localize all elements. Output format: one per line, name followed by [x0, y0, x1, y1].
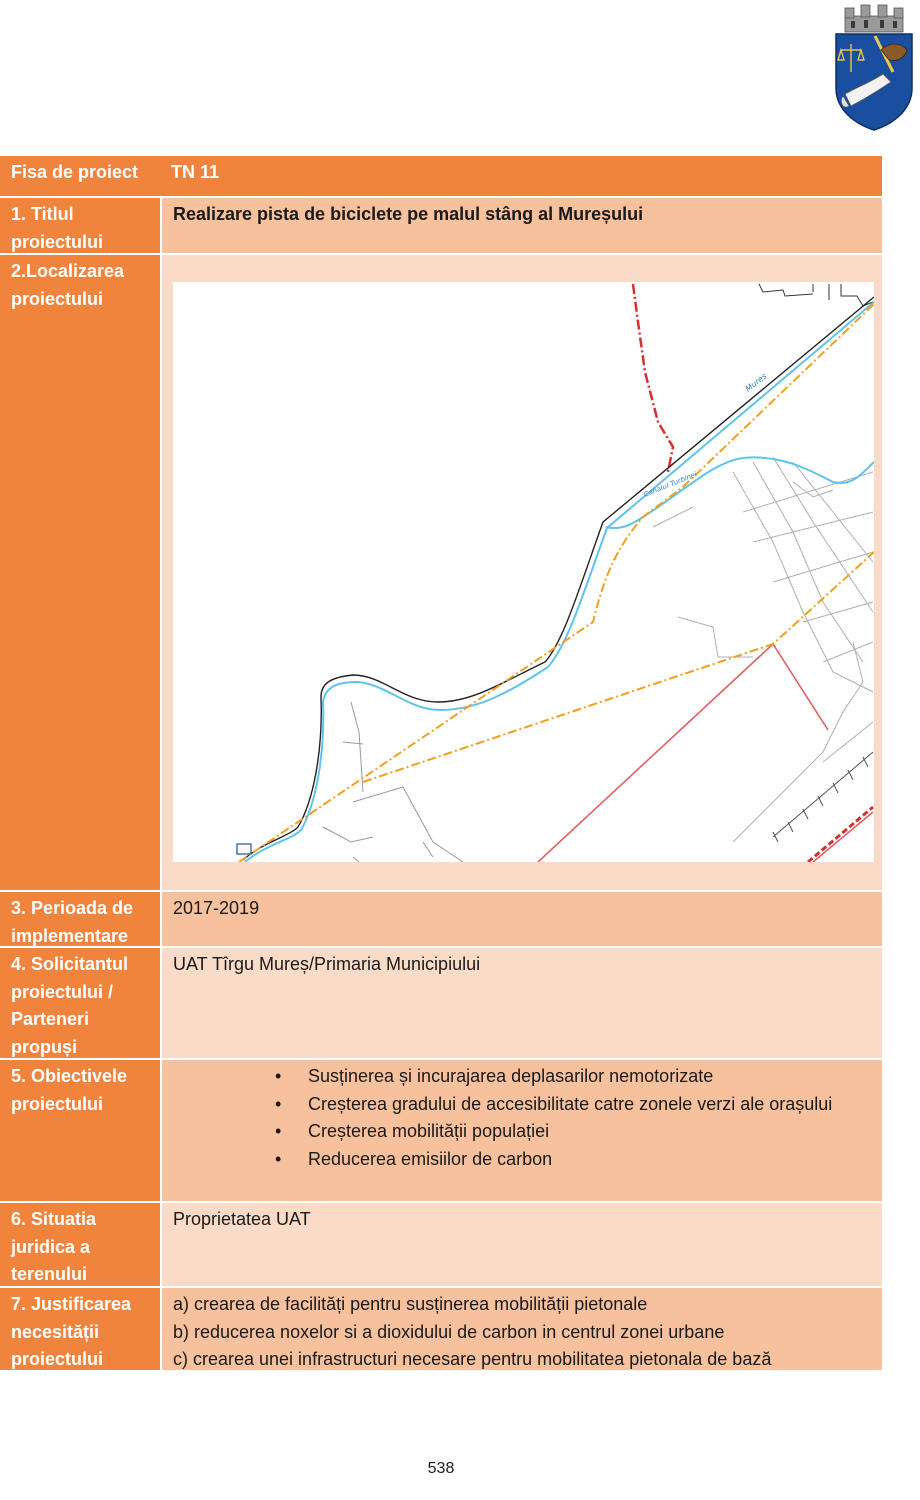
- list-item: c) crearea unei infrastructuri necesare pentru mobilitatea pietonala de bază: [173, 1349, 772, 1369]
- location-row: [0, 255, 882, 892]
- applicant-label: 4. Solicitantul proiectului / Parteneri propuși: [0, 948, 160, 1058]
- page-number: 538: [427, 1460, 455, 1477]
- list-item: • Creșterea gradului de accesibilitate catre zonele verzi ale orașului: [297, 1091, 872, 1119]
- sheet-label: Fisa de proiect: [0, 156, 160, 196]
- city-coat-of-arms-logo: [831, 2, 917, 132]
- list-item: a) crearea de facilități pentru susținerea mobilității pietonale: [173, 1294, 648, 1314]
- sheet-header-row: [0, 156, 882, 198]
- list-item: • Susținerea și incurajarea deplasarilor nemotorizate: [297, 1063, 872, 1091]
- bike-station-icon: [237, 844, 251, 854]
- title-label: 1. Titlul proiectului: [0, 198, 160, 253]
- list-item: b) reducerea noxelor si a dioxidului de carbon in centrul zonei urbane: [173, 1321, 725, 1342]
- justification-label: 7. Justificarea necesității proiectului: [0, 1288, 160, 1370]
- period-row: [0, 892, 882, 948]
- objectives-label: 5. Obiectivele proiectului: [0, 1060, 160, 1201]
- location-map-cell: [160, 255, 882, 890]
- map-label-canal: Canalul Turbinei: [642, 470, 699, 499]
- location-map: [173, 282, 874, 862]
- period-label: 3. Perioada de implementare: [0, 892, 160, 946]
- sheet-code: TN 11: [160, 156, 882, 196]
- justification-value: [160, 1288, 882, 1370]
- map-label-river: Mures: [743, 371, 769, 394]
- list-item: • Reducerea emisiilor de carbon: [297, 1146, 872, 1174]
- objectives-value: [160, 1060, 882, 1201]
- applicant-value: UAT Tîrgu Mureș/Primaria Municipiului: [160, 948, 882, 1058]
- objectives-row: [0, 1060, 882, 1203]
- justification-row: [0, 1288, 882, 1372]
- list-item: • Creșterea mobilității populației: [297, 1118, 872, 1146]
- legal-row: [0, 1203, 882, 1288]
- project-sheet-table: [0, 156, 882, 1372]
- title-row: [0, 198, 882, 255]
- title-value: Realizare pista de biciclete pe malul stâng al Mureșului: [160, 198, 882, 253]
- legal-value: Proprietatea UAT: [160, 1203, 882, 1286]
- objectives-list: [173, 1063, 872, 1173]
- legal-label: 6. Situatia juridica a terenului: [0, 1203, 160, 1286]
- period-value: 2017-2019: [160, 892, 882, 946]
- location-label: 2.Localizarea proiectului: [0, 255, 160, 890]
- applicant-row: [0, 948, 882, 1060]
